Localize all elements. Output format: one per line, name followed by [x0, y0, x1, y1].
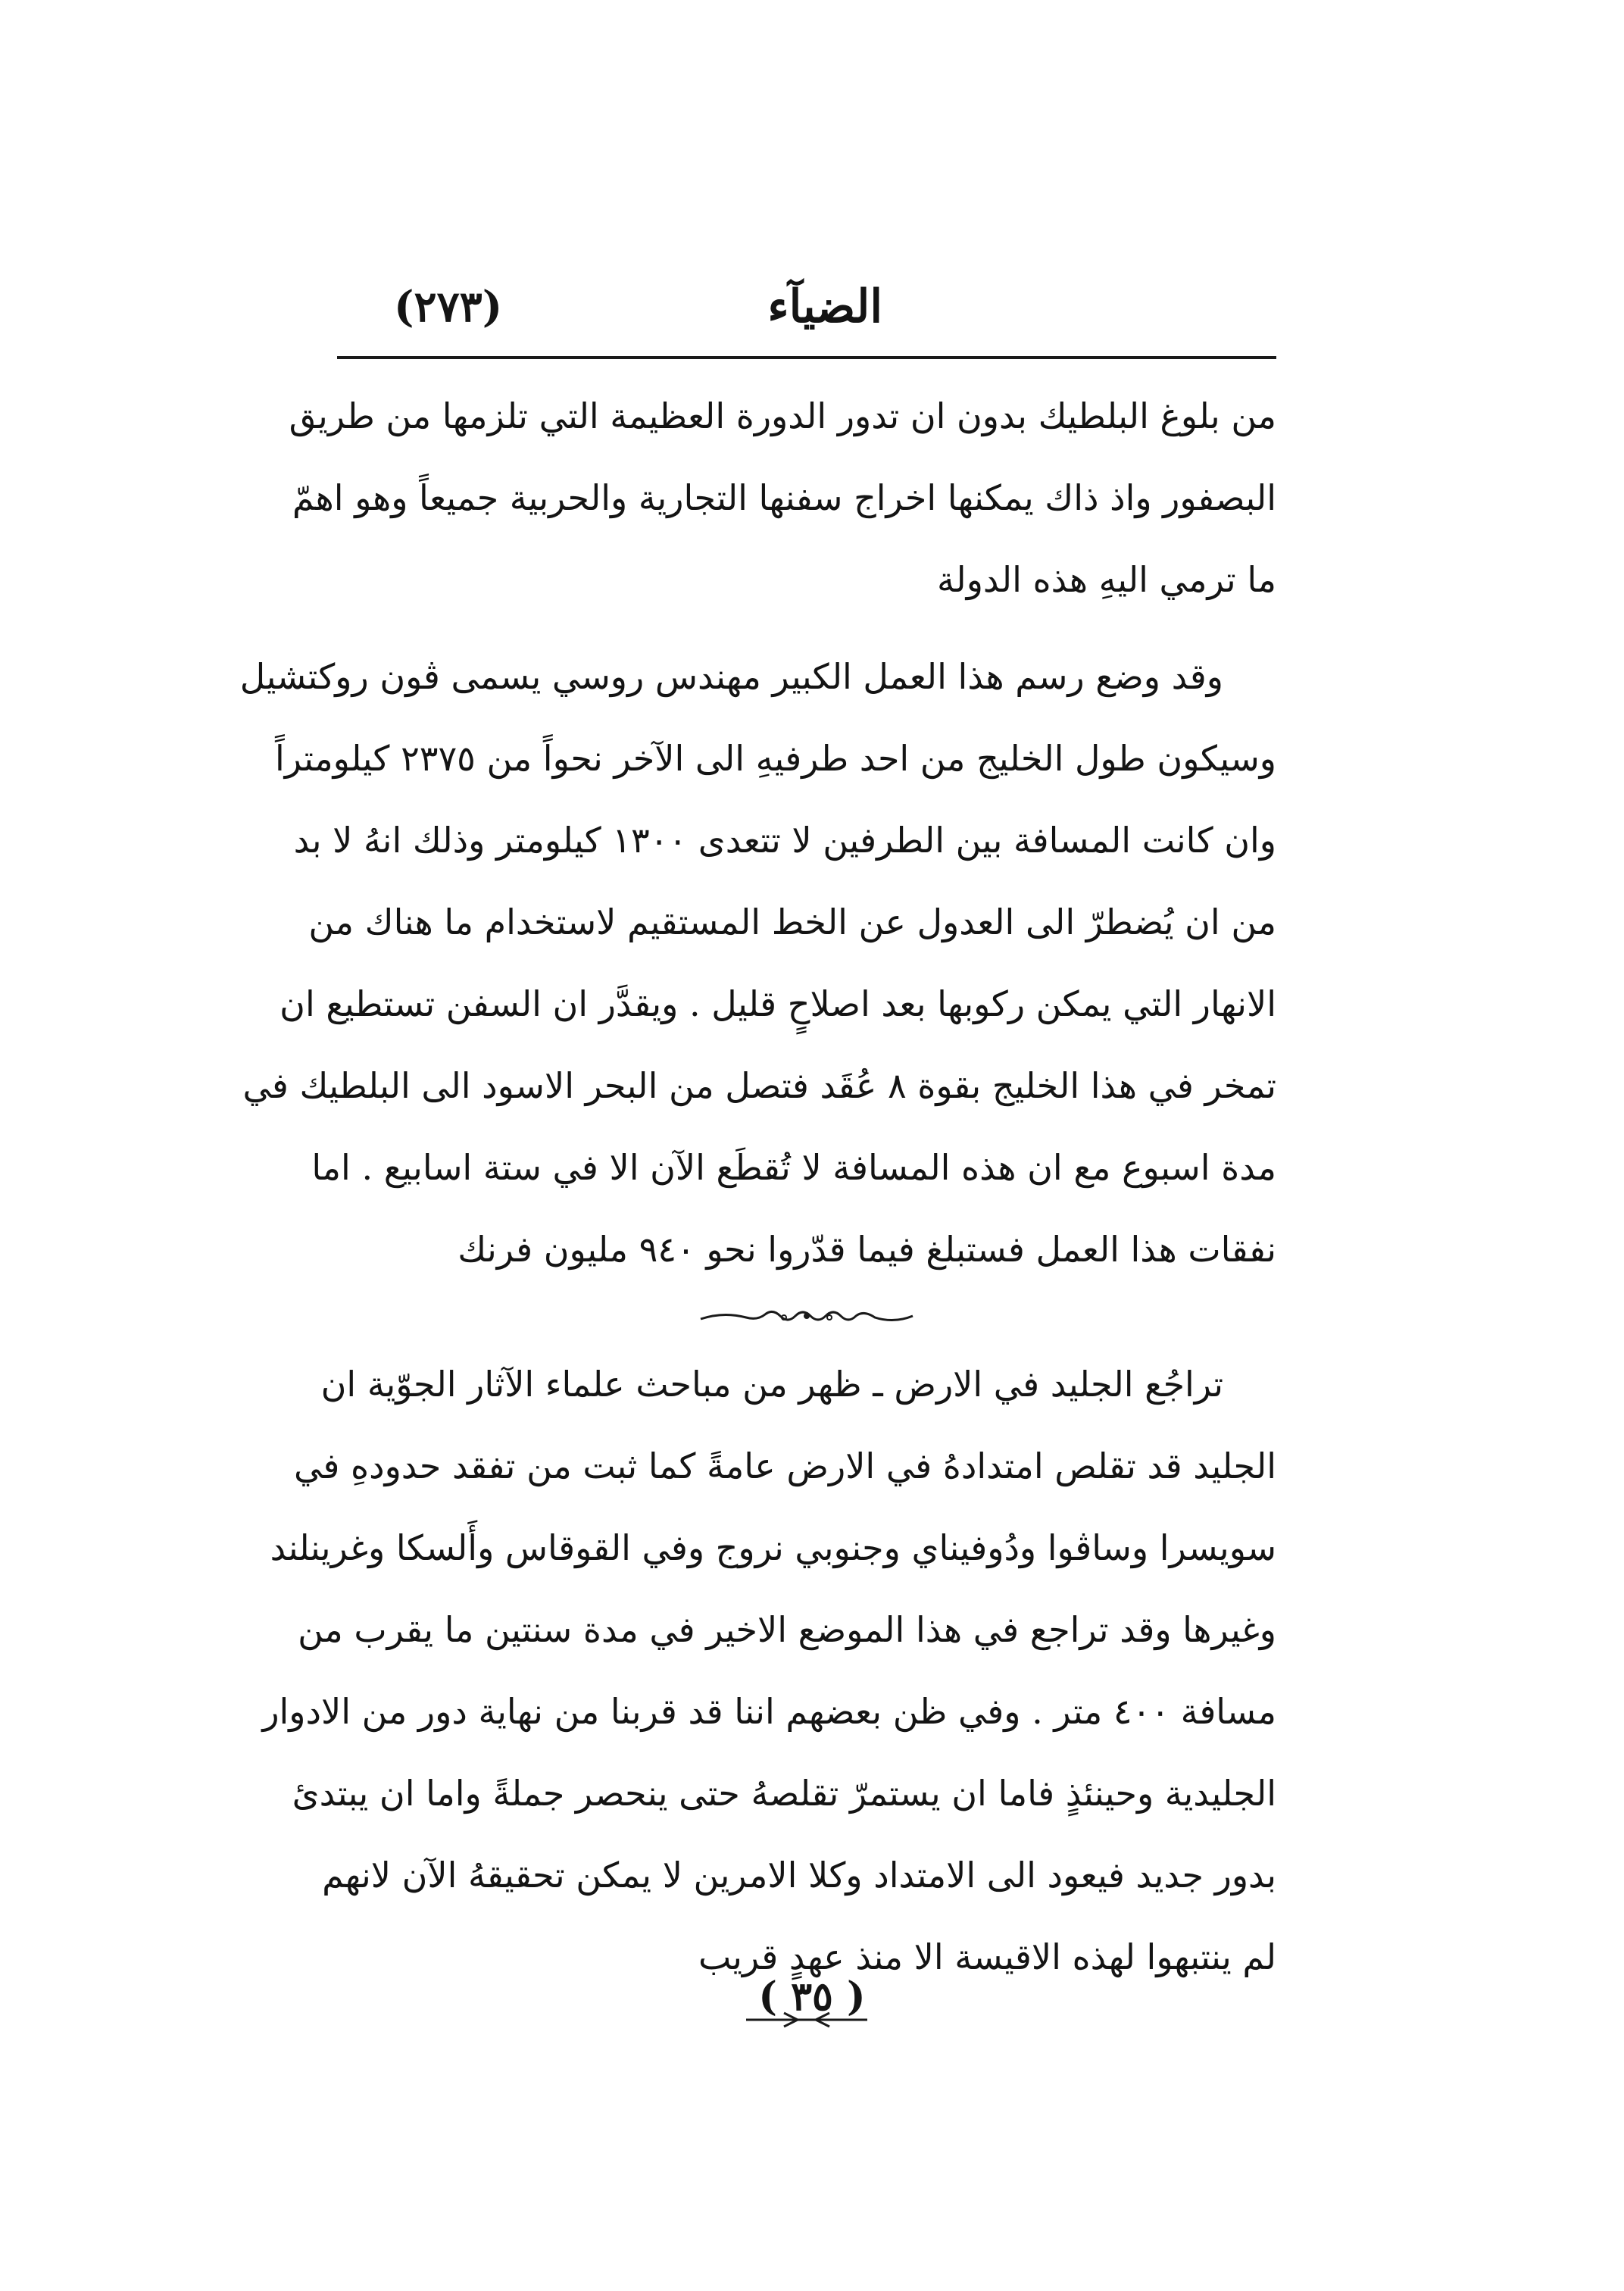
flourish-ornament-icon [693, 1301, 920, 1331]
page-signature [0, 1974, 1624, 2020]
page-number: (٢٧٣) [394, 282, 503, 332]
running-title: الضيآء [767, 280, 882, 333]
text-line: الجليد قد تقلص امتدادهُ في الارض عامةً كما ثبت من تفقد حدودهِ في [294, 1446, 1276, 1486]
text-line: لم ينتبهوا لهذه الاقيسة الا منذ عهدٍ قريب [698, 1936, 1276, 1977]
header-rule [337, 356, 1276, 359]
text-line: وسيكون طول الخليج من احد طرفيهِ الى الآخر نحواً من ٢٣٧٥ كيلومتراً [274, 738, 1276, 779]
text-line: مسافة ٤٠٠ متر . وفي ظن بعضهم اننا قد قربنا من نهاية دور من الادوار [262, 1691, 1276, 1732]
text-line: من بلوغ البلطيك بدون ان تدور الدورة العظيمة التي تلزمها من طريق [289, 395, 1276, 436]
text-line: تراجُع الجليد في الارض ـ ظهر من مباحث علماء الآثار الجوّية ان [320, 1364, 1223, 1405]
text-line: وغيرها وقد تراجع في هذا الموضع الاخير في مدة سنتين ما يقرب من [298, 1609, 1276, 1650]
text-line: سويسرا وساڤوا ودُوفيناي وجنوبي نروج وفي القوقاس وأَلسكا وغرينلند [270, 1527, 1276, 1568]
paragraph-gap [337, 620, 1276, 636]
text-line: بدور جديد فيعود الى الامتداد وكلا الامرين لا يمكن تحقيقهُ الآن لانهم [322, 1855, 1276, 1896]
text-line: وقد وضع رسم هذا العمل الكبير مهندس روسي يسمى ڤون روكتشيل [239, 656, 1223, 697]
page-header [364, 273, 1276, 341]
text-line: الانهار التي يمكن ركوبها بعد اصلاحٍ قليل . ويقدَّر ان السفن تستطيع ان [280, 983, 1276, 1024]
text-line: تمخر في هذا الخليج بقوة ٨ عُقَد فتصل من البحر الاسود الى البلطيك في [242, 1065, 1276, 1106]
text-line: وان كانت المسافة بين الطرفين لا تتعدى ١٣٠٠ كيلومتر وذلك انهُ لا بد [293, 820, 1276, 861]
body-text [239, 375, 1276, 2043]
text-line: نفقات هذا العمل فستبلغ فيما قدّروا نحو ٩٤٠ مليون فرنك [458, 1229, 1276, 1270]
section-divider [337, 1290, 1276, 1343]
text-line: ما ترمي اليهِ هذه الدولة [937, 559, 1276, 600]
signature-number: ( ٣٥ ) [758, 1974, 866, 2020]
text-line: البصفور واذ ذاك يمكنها اخراج سفنها التجارية والحربية جميعاً وهو اهمّ [292, 477, 1276, 518]
text-line: الجليدية وحينئذٍ فاما ان يستمرّ تقلصهُ حتى ينحصر جملةً واما ان يبتدئ [292, 1773, 1276, 1814]
text-line: مدة اسبوع مع ان هذه المسافة لا تُقطَع الآن الا في ستة اسابيع . اما [311, 1147, 1276, 1188]
text-line: من ان يُضطرّ الى العدول عن الخط المستقيم لاستخدام ما هناك من [308, 902, 1276, 942]
